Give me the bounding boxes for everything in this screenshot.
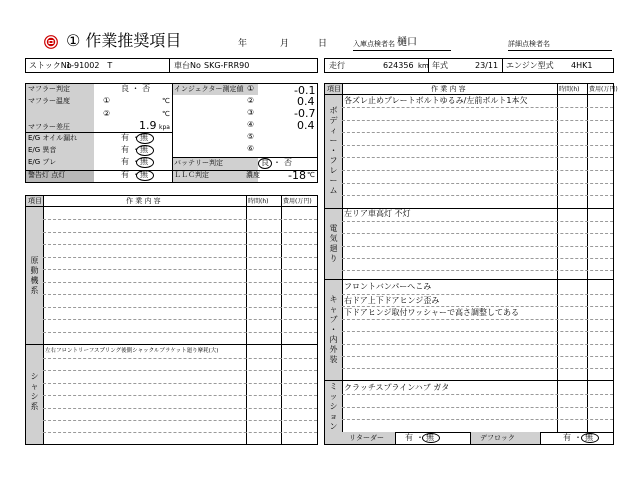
writing-line [43,332,317,333]
injector-c3: ③ [247,108,255,117]
muffler-temp-label: マフラー温度 [28,97,70,105]
mission-label: ミ ッ シ ョ ン [329,382,338,431]
noise-label: E/G 異音 [28,146,57,154]
writing-line [342,270,613,271]
battery-label: バッテリー判定 [174,159,223,167]
right-table: 項目 作 業 内 容 時間(h) 費用(万円) ボ デ ィ ー ・ フ レ ー ム 各ズレ止めプレートボルトゆるみ/左前ボルト1本欠 電 気 廻 り 左リア車高灯 不灯 キ ャ ブ ・ 内 外 装 フロントバンパーへこみ 右ドア上下ドアヒンジ歪み 下ドアヒンジ取付ワッシャーで高さ調整してある ミ ッ シ ョ ン クラッチスプラインハブ ガタ リターダー 有 ・ 無 デフロック 有 ・ 無 [324,83,614,445]
writing-line [43,395,317,396]
diff-lock-none: 無 [585,433,593,442]
writing-line [43,269,317,270]
writing-line [342,368,613,369]
writing-line [43,370,317,371]
left-table [25,195,318,445]
writing-line [342,157,613,158]
oil-leak-none: 無 [140,133,148,142]
writing-line [43,219,317,220]
noise-yes: 有 [121,145,129,154]
right-header-work: 作 業 内 容 [431,85,466,93]
electric-label: 電 気 廻 り [329,224,338,263]
llc-value: -18 [288,169,306,182]
mileage-label: 走行 [329,61,345,70]
writing-line [342,120,613,121]
writing-line [43,232,317,233]
writing-line [342,132,613,133]
detail-inspector-label: 詳細点検者名 [508,40,550,48]
diff-lock-label: デフロック [480,434,515,442]
mileage-unit: km [418,62,429,70]
info-row-right [324,58,614,73]
celsius-unit-1: ℃ [162,97,170,105]
injector-value-4: 0.4 [297,119,315,132]
writing-line [43,307,317,308]
injector-c4: ④ [247,120,255,129]
chassis-no-value: SKG-FRR90 [204,61,250,70]
info-row-left [25,58,318,73]
injector-value-2: 0.4 [297,95,315,108]
check-area: マフラー判定 良 ・ 否 マフラー温度 ① ℃ ② ℃ マフラー差圧 1.9 kpa E/G オイル漏れ 有 ・ 無 E/G 異音 有 ・ 無 E/G ブレ 有 ・ 無 警告灯 点灯 有 ・ 無 インジェクター測定値 ① -0.1 ② 0.4 ③ -0.7 ④ 0.4 ⑤ ⑥ バッテリー判定 良 ・ 否 ＬＬＣ判定 濃度 -18 ℃ [25,83,318,183]
writing-line [342,394,613,395]
muffler-judge-value: 良 ・ 否 [121,84,151,93]
muffler-diff-label: マフラー差圧 [28,123,70,131]
llc-unit: ℃ [307,171,315,179]
electric-entry: 左リア車高灯 不灯 [344,209,411,218]
body-entry: 各ズレ止めプレートボルトゆるみ/左前ボルト1本欠 [344,96,528,105]
injector-value-1: -0.1 [294,84,316,97]
writing-line [342,233,613,234]
writing-line [342,419,613,420]
inspector-label: 入庫点検者名 [353,40,395,48]
injector-c6: ⑥ [247,144,255,153]
battery-good: 良 [261,158,269,167]
cab-entry-1: フロントバンパーへこみ [344,282,432,291]
logo-icon [44,35,58,49]
writing-line [342,331,613,332]
mileage-value: 624356 [383,61,414,70]
writing-line [342,221,613,222]
right-header-item: 項目 [327,85,341,93]
concentration-label: 濃度 [246,171,260,179]
writing-line [43,432,317,433]
day-label: 日 [318,39,328,49]
writing-line [43,383,317,384]
cab-label: キ ャ ブ ・ 内 外 装 [329,295,338,364]
writing-line [342,145,613,146]
writing-line [43,244,317,245]
writing-line [43,358,317,359]
vibration-yes: 有 [121,157,129,166]
writing-line [43,257,317,258]
oil-leak-yes: 有 [121,133,129,142]
stock-value: 1-91002 T [66,61,113,70]
writing-line [342,195,613,196]
left-header-item: 項目 [28,197,42,205]
oil-leak-label: E/G オイル漏れ [28,134,78,142]
model-year-value: 23/11 [475,61,499,70]
writing-line [43,282,317,283]
vibration-none: 無 [140,157,148,166]
writing-line [43,319,317,320]
writing-line [43,408,317,409]
muffler-judge-label: マフラー判定 [28,85,70,93]
inspector-name: 樋口 [397,37,417,48]
writing-line [342,319,613,320]
retarder-none: 無 [426,433,434,442]
kpa-unit: kpa [159,124,170,131]
injector-c2: ② [247,96,255,105]
cab-entry-2: 右ドア上下ドアヒンジ歪み [344,296,440,305]
warning-lamp-label: 警告灯 点灯 [28,171,66,179]
muffler-temp-c2: ② [103,109,111,118]
page-title: ① 作業推奨項目 [66,31,182,50]
muffler-diff-value: 1.9 [139,119,157,132]
injector-label: インジェクター測定値 [174,85,244,93]
engine-type-value: 4HK1 [571,61,593,70]
right-header-time: 時間(h) [559,86,580,93]
writing-line [342,344,613,345]
left-header-cost: 費用(万円) [283,198,312,205]
warning-lamp-yes: 有 [121,170,129,179]
diff-lock-yes: 有 [563,433,571,442]
writing-line [342,407,613,408]
engine-type-label: エンジン型式 [506,61,554,70]
left-header-time: 時間(h) [248,198,269,205]
writing-line [342,294,613,295]
chassis-no-label: 車台No [174,61,201,70]
injector-value-3: -0.7 [294,107,316,120]
writing-line [342,183,613,184]
stock-label: ストックNo [29,61,72,70]
battery-bad: 否 [284,158,292,167]
body-frame-label: ボ デ ィ ー ・ フ レ ー ム [329,106,338,195]
writing-line [342,107,613,108]
muffler-temp-c1: ① [103,96,111,105]
header [0,0,640,56]
chassis-system-label: シ ャ シ 系 [30,372,39,411]
cab-entry-3: 下ドアヒンジ取付ワッシャーで高さ調整してある [344,308,519,317]
llc-label: ＬＬＣ判定 [174,171,209,179]
writing-line [342,258,613,259]
year-label: 年 [238,39,248,49]
noise-none: 無 [140,145,148,154]
vibration-label: E/G ブレ [28,158,57,166]
detail-inspector-underline [508,50,612,51]
injector-c5: ⑤ [247,132,255,141]
writing-line [43,294,317,295]
left-header-work: 作 業 内 容 [126,197,161,205]
warning-lamp-none: 無 [140,170,148,179]
retarder-yes: 有 [405,433,413,442]
model-year-label: 年式 [432,61,448,70]
inspector-underline [353,50,451,51]
writing-line [342,246,613,247]
retarder-label: リターダー [349,434,384,442]
chassis-entry: 左右フロントリーフスプリング後側シャックルブラケット廻り摩耗(大) [45,348,219,354]
month-label: 月 [280,39,290,49]
writing-line [342,356,613,357]
writing-line [342,170,613,171]
injector-c1: ① [247,84,255,93]
engine-system-label: 原 動 機 系 [30,256,39,295]
mission-entry: クラッチスプラインハブ ガタ [344,383,450,392]
celsius-unit-2: ℃ [162,110,170,118]
writing-line [43,420,317,421]
right-header-cost: 費用(万円) [589,86,618,93]
